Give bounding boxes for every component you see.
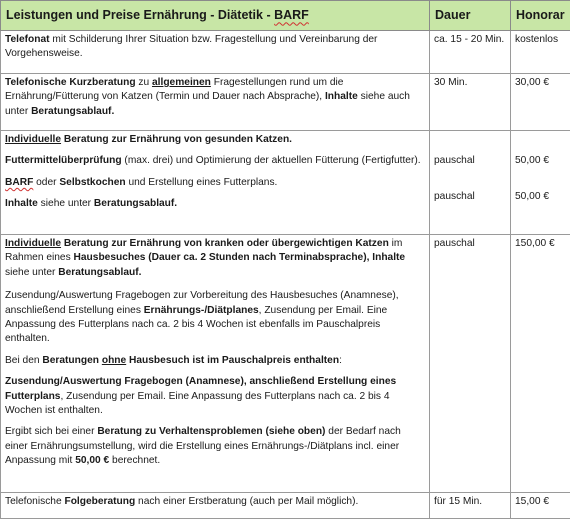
row2-bold-beratungsablauf: Beratungsablauf. [31,105,115,117]
row4-bei-den: Bei den [5,354,43,366]
row5-folgeberatung: Folgeberatung [64,496,136,507]
row3-duration-2: pauschal [434,190,475,202]
row2-fee: 30,00 € [511,74,570,131]
row3-fee-2: 50,00 € [515,190,549,202]
row4-beratungen: Beratungen [42,354,99,366]
row3-para-2 [5,154,425,168]
row4-fragebogen-text: Zusendung/Auswertung Fragebogen zur Vorbereitung des Hausbesuches (Anamnese), anschließend Erstellung eines [5,290,399,316]
row4-siehe: siehe unter [5,266,59,278]
row3-beratung: Beratung [61,134,112,145]
row2-text-3: siehe auch unter [5,91,410,117]
row3-para-4 [5,197,425,211]
table-row [1,74,570,131]
row2-bold-inhalte: Inhalte [324,91,358,103]
row1-fee: kostenlos [511,31,570,74]
row3-fee [511,131,570,235]
row3-gesunde-katzen: zur Ernährung von gesunden Katzen. [111,134,292,145]
row3-futtermittel: Futtermittelüberprüfung [5,155,122,167]
row4-futterplan-bold: Zusendung/Auswertung Fragebogen (Anamnese), anschließend Erstellung eines Futterplans [5,376,397,402]
row3-barf: BARF [5,176,34,188]
row4-bedarf-text: der Bedarf nach einer Ernährungsumstellung, wird die Erstellung eines Ernährungs-/Diätplans incl. einer Anpassung mit [5,426,401,467]
row4-para-4 [5,375,425,418]
header-duration: Dauer [430,1,511,31]
row2-text [5,76,425,119]
row1-duration: ca. 15 - 20 Min. [430,31,511,74]
row3-individuelle: Individuelle [5,134,62,145]
row5-duration: für 15 Min. [430,493,511,519]
row3-siehe: siehe unter [37,198,94,210]
row5-fee: 15,00 € [511,493,570,519]
row3-duration [430,131,511,235]
row4-pauschalpreis: Hausbesuch ist im Pauschalpreis enthalten [126,354,340,366]
row2-description [1,74,430,131]
row3-para-3 [5,176,425,190]
row1-text-body: mit Schilderung Ihrer Situation bzw. Fragestellung und Vereinbarung der Vorgehensweise. [5,34,378,60]
table-row [1,31,570,74]
table-row [1,131,570,235]
row2-duration: 30 Min. [430,74,511,131]
row4-price-50: 50,00 € [75,455,110,467]
row3-description [1,131,430,235]
row3-para-1 [5,133,425,147]
row4-colon: : [339,354,342,366]
row2-text-2: Fragestellungen rund um die Ernährung/Fütterung von Katzen (Termin und Dauer nach Absprache), [5,77,344,103]
row3-futtermittel-text: (max. drei) und Optimierung der aktuellen Fütterung (Fertigfutter). [121,155,421,167]
row5-rest: nach einer Erstberatung (auch per Mail möglich). [135,496,359,507]
row2-text-1: zu [135,77,152,88]
row4-ohne: ohne [101,354,127,366]
row3-beratungsablauf: Beratungsablauf. [93,198,178,210]
row4-para-3 [5,354,425,368]
row5-telefonische: Telefonische [5,496,65,507]
row5-text [5,495,425,509]
row4-anpassung-text: , Zusendung per Email. Eine Anpassung des Futterplans nach ca. 2 bis 4 Wochen ist ebenfalls im Pauschalpreis enthalten. [5,304,388,345]
row4-im-rahmen: im Rahmen eines [5,238,403,264]
header-services [1,1,430,31]
row4-ergibt: Ergibt sich bei einer [5,426,98,438]
row1-bold-telefonat: Telefonat [5,34,50,45]
table-row [1,235,570,493]
header-title-barf: BARF [274,8,309,23]
row4-diaetplan: Ernährungs-/Diätplanes [143,304,259,316]
row4-para-2 [5,289,425,347]
row2-bold-allgemeinen: allgemeinen [152,77,211,88]
row4-fee: 150,00 € [511,235,570,493]
row4-hausbesuch: Hausbesuches (Dauer ca. 2 Stunden nach Terminabsprache), Inhalte [73,252,406,264]
row4-para-5 [5,425,425,468]
row3-duration-1: pauschal [434,155,475,167]
row1-description [1,31,430,74]
row4-duration: pauschal [430,235,511,493]
row3-selbstkochen: Selbstkochen [59,176,126,188]
row4-description [1,235,430,493]
table-row [1,493,570,519]
row3-oder: oder [33,176,60,188]
row1-text [5,33,425,62]
row3-fee-1: 50,00 € [515,155,549,167]
row4-kranke-katzen: Beratung zur Ernährung von kranken oder übergewichtigen Katzen [61,238,389,249]
row5-description [1,493,430,519]
row4-berechnet: berechnet. [109,455,161,467]
row4-futterplan-text: , Zusendung per Email. Eine Anpassung des Futterplans nach ca. 2 bis 4 Wochen ist enthalten. [5,390,390,417]
row2-bold-kurzberatung: Telefonische Kurzberatung [5,77,136,88]
row4-individuelle: Individuelle [5,238,62,249]
row3-futterplan-text: und Erstellung eines Futterplans. [125,176,278,188]
header-fee: Honorar [511,1,570,31]
row3-inhalte: Inhalte [5,198,38,210]
row4-para-1 [5,237,425,280]
header-title-text: Leistungen und Preise Ernährung - Diätetik - [6,8,275,23]
row4-beratungsablauf: Beratungsablauf. [58,266,142,278]
row4-verhaltensprobleme: Beratung zu Verhaltensproblemen (siehe oben) [97,426,326,438]
table-header-row [1,1,570,31]
